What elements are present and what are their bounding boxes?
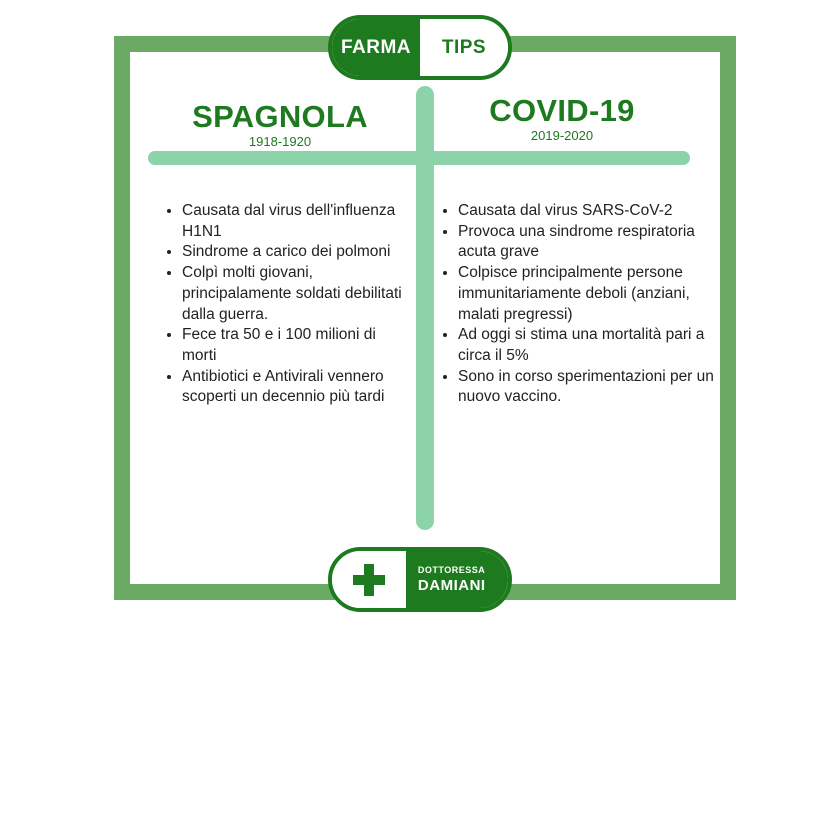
- covid-title: COVID-19: [489, 93, 635, 128]
- plus-icon-wrap: [332, 551, 406, 608]
- badge-subtitle: DOTTORESSA: [417, 565, 486, 575]
- vertical-divider: [416, 86, 434, 530]
- covid-list: [440, 201, 714, 408]
- list-item: • Sono in corso sperimentazioni per un nuovo vaccino.: [458, 367, 714, 408]
- list-item: • Colpì molti giovani, principalamente soldati debilitati dalla guerra.: [182, 263, 412, 325]
- list-item: • Sindrome a carico dei polmoni: [182, 242, 412, 263]
- badge-name-block: [406, 551, 508, 608]
- list-item: • Provoca una sindrome respiratoria acuta grave: [458, 222, 714, 263]
- spagnola-years: 1918-1920: [248, 134, 312, 149]
- spagnola-list: [164, 201, 412, 408]
- list-item: • Colpisce principalmente persone immunitariamente deboli (anziani, malati pregressi): [458, 263, 714, 325]
- list-item: • Ad oggi si stima una mortalità pari a circa il 5%: [458, 325, 714, 366]
- farma-tips-badge: [328, 15, 512, 80]
- covid-years: 2019-2020: [530, 128, 594, 143]
- list-item: • Causata dal virus SARS-CoV-2: [458, 201, 714, 222]
- list-item: • Fece tra 50 e i 100 milioni di morti: [182, 325, 412, 366]
- list-item: • Antibiotici e Antivirali vennero scoperti un decennio più tardi: [182, 367, 412, 408]
- covid-header: [462, 94, 662, 144]
- badge-right-text: TIPS: [420, 19, 508, 76]
- plus-icon: [352, 563, 386, 597]
- dottoressa-damiani-badge: [328, 547, 512, 612]
- spagnola-title: SPAGNOLA: [192, 99, 368, 134]
- spagnola-header: [180, 100, 380, 150]
- badge-name: DAMIANI: [417, 577, 486, 594]
- badge-left-text: FARMA: [332, 19, 420, 76]
- list-item: • Causata dal virus dell'influenza H1N1: [182, 201, 412, 242]
